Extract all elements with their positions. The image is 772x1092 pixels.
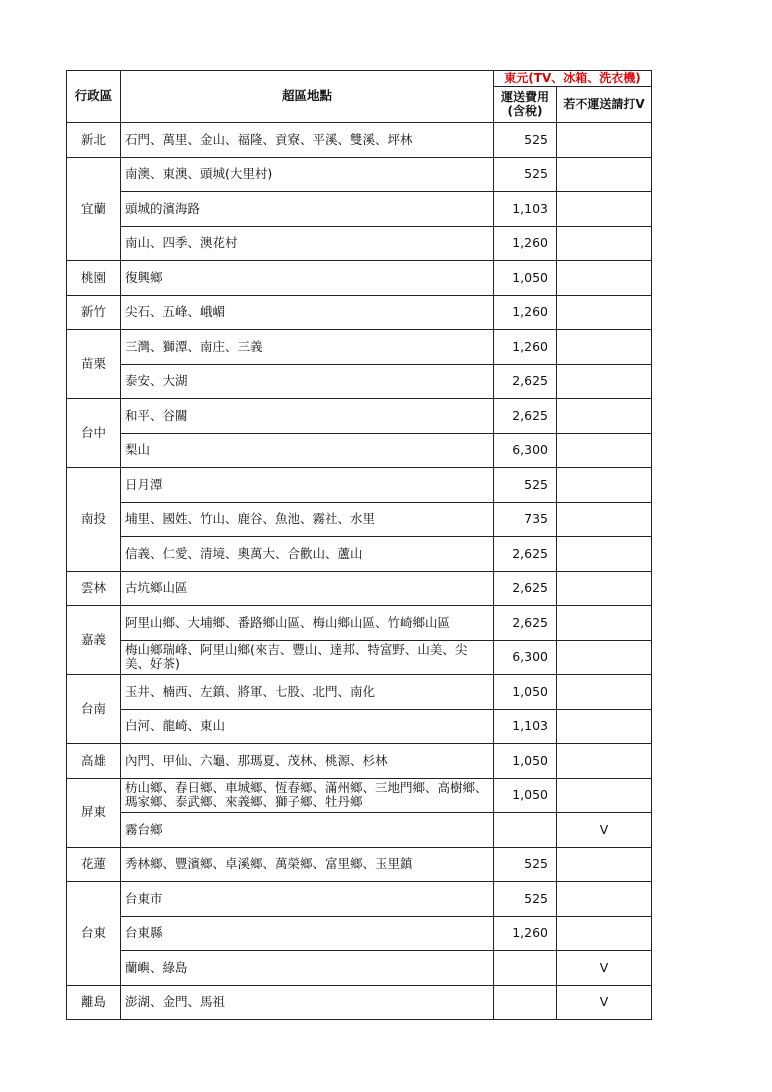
table-row bbox=[67, 778, 652, 813]
fee-cell: 1,260 bbox=[494, 295, 557, 330]
no-delivery-mark-cell bbox=[557, 468, 652, 503]
place-cell: 台東縣 bbox=[121, 916, 494, 951]
fee-cell: 2,625 bbox=[494, 606, 557, 641]
fee-cell: 1,050 bbox=[494, 744, 557, 779]
no-delivery-mark-cell bbox=[557, 882, 652, 917]
region-cell: 桃園 bbox=[67, 261, 121, 296]
place-cell: 頭城的濱海路 bbox=[121, 192, 494, 227]
place-cell: 枋山鄉、春日鄉、車城鄉、恆春鄉、滿州鄉、三地門鄉、高樹鄉、瑪家鄉、泰武鄉、來義鄉、獅子鄉、牡丹鄉 bbox=[121, 778, 494, 813]
region-column-header: 行政區 bbox=[67, 71, 121, 123]
table-row bbox=[67, 192, 652, 227]
fee-cell bbox=[494, 985, 557, 1020]
no-delivery-mark-cell bbox=[557, 364, 652, 399]
table-row bbox=[67, 399, 652, 434]
region-cell: 高雄 bbox=[67, 744, 121, 779]
table-row bbox=[67, 157, 652, 192]
region-cell: 南投 bbox=[67, 468, 121, 572]
fee-cell: 1,260 bbox=[494, 226, 557, 261]
no-delivery-mark-cell bbox=[557, 192, 652, 227]
fee-cell: 2,625 bbox=[494, 364, 557, 399]
no-delivery-mark-cell bbox=[557, 433, 652, 468]
fee-cell: 1,050 bbox=[494, 675, 557, 710]
table-row bbox=[67, 123, 652, 158]
table-row bbox=[67, 502, 652, 537]
no-delivery-mark-cell bbox=[557, 571, 652, 606]
fee-cell: 1,050 bbox=[494, 261, 557, 296]
fee-cell: 1,260 bbox=[494, 916, 557, 951]
table-row bbox=[67, 571, 652, 606]
table-row bbox=[67, 847, 652, 882]
fee-cell: 525 bbox=[494, 882, 557, 917]
table-row bbox=[67, 951, 652, 986]
table-row bbox=[67, 433, 652, 468]
place-cell: 泰安、大湖 bbox=[121, 364, 494, 399]
fee-cell: 525 bbox=[494, 123, 557, 158]
region-cell: 屏東 bbox=[67, 778, 121, 847]
no-delivery-column-header: 若不運送請打V bbox=[557, 87, 652, 123]
table-row bbox=[67, 537, 652, 572]
no-delivery-mark-cell bbox=[557, 709, 652, 744]
no-delivery-mark-cell bbox=[557, 399, 652, 434]
place-cell: 梨山 bbox=[121, 433, 494, 468]
no-delivery-mark-cell bbox=[557, 330, 652, 365]
no-delivery-mark-cell bbox=[557, 123, 652, 158]
fee-cell: 2,625 bbox=[494, 399, 557, 434]
no-delivery-mark-cell: V bbox=[557, 985, 652, 1020]
table-row bbox=[67, 330, 652, 365]
table-row bbox=[67, 606, 652, 641]
table-row bbox=[67, 468, 652, 503]
table-row bbox=[67, 916, 652, 951]
table-row bbox=[67, 882, 652, 917]
place-cell: 南澳、東澳、頭城(大里村) bbox=[121, 157, 494, 192]
brand-header: 東元(TV、冰箱、洗衣機) bbox=[494, 71, 652, 87]
region-cell: 雲林 bbox=[67, 571, 121, 606]
place-cell: 澎湖、金門、馬祖 bbox=[121, 985, 494, 1020]
place-cell: 玉井、楠西、左鎮、將軍、七股、北門、南化 bbox=[121, 675, 494, 710]
region-cell: 台中 bbox=[67, 399, 121, 468]
no-delivery-mark-cell bbox=[557, 640, 652, 675]
fee-header-line2: (含稅) bbox=[507, 103, 543, 118]
region-cell: 台南 bbox=[67, 675, 121, 744]
place-cell: 阿里山鄉、大埔鄉、番路鄉山區、梅山鄉山區、竹崎鄉山區 bbox=[121, 606, 494, 641]
place-cell: 南山、四季、澳花村 bbox=[121, 226, 494, 261]
no-delivery-mark-cell bbox=[557, 744, 652, 779]
table-row bbox=[67, 261, 652, 296]
place-cell: 日月潭 bbox=[121, 468, 494, 503]
fee-cell: 735 bbox=[494, 502, 557, 537]
table-row bbox=[67, 709, 652, 744]
fee-cell: 525 bbox=[494, 157, 557, 192]
no-delivery-mark-cell bbox=[557, 916, 652, 951]
table-row bbox=[67, 744, 652, 779]
region-cell: 新竹 bbox=[67, 295, 121, 330]
no-delivery-mark-cell bbox=[557, 261, 652, 296]
region-cell: 花蓮 bbox=[67, 847, 121, 882]
place-cell: 秀林鄉、豐濱鄉、卓溪鄉、萬榮鄉、富里鄉、玉里鎮 bbox=[121, 847, 494, 882]
fee-cell: 2,625 bbox=[494, 571, 557, 606]
no-delivery-mark-cell bbox=[557, 606, 652, 641]
fee-cell: 1,103 bbox=[494, 192, 557, 227]
place-cell: 白河、龍崎、東山 bbox=[121, 709, 494, 744]
table-row bbox=[67, 295, 652, 330]
region-cell: 台東 bbox=[67, 882, 121, 986]
place-cell: 信義、仁愛、清境、奧萬大、合歡山、蘆山 bbox=[121, 537, 494, 572]
no-delivery-mark-cell bbox=[557, 675, 652, 710]
region-cell: 嘉義 bbox=[67, 606, 121, 675]
fee-cell: 6,300 bbox=[494, 640, 557, 675]
place-cell: 梅山鄉瑞峰、阿里山鄉(來吉、豐山、達邦、特富野、山美、尖美、好茶) bbox=[121, 640, 494, 675]
fee-cell: 1,260 bbox=[494, 330, 557, 365]
no-delivery-mark-cell bbox=[557, 226, 652, 261]
fee-cell: 2,625 bbox=[494, 537, 557, 572]
fee-header-line1: 運送費用 bbox=[500, 89, 549, 104]
fee-cell: 1,103 bbox=[494, 709, 557, 744]
no-delivery-mark-cell bbox=[557, 778, 652, 813]
place-cell: 台東市 bbox=[121, 882, 494, 917]
table-row bbox=[67, 640, 652, 675]
region-cell: 苗栗 bbox=[67, 330, 121, 399]
place-cell: 尖石、五峰、峨嵋 bbox=[121, 295, 494, 330]
no-delivery-mark-cell bbox=[557, 537, 652, 572]
no-delivery-mark-cell bbox=[557, 847, 652, 882]
no-delivery-mark-cell: V bbox=[557, 951, 652, 986]
table-row bbox=[67, 985, 652, 1020]
fee-cell: 525 bbox=[494, 847, 557, 882]
region-cell: 離島 bbox=[67, 985, 121, 1020]
region-cell: 宜蘭 bbox=[67, 157, 121, 261]
place-cell: 石門、萬里、金山、福隆、貢寮、平溪、雙溪、坪林 bbox=[121, 123, 494, 158]
place-cell: 和平、谷關 bbox=[121, 399, 494, 434]
place-cell: 三灣、獅潭、南庄、三義 bbox=[121, 330, 494, 365]
fee-cell bbox=[494, 813, 557, 848]
table-row bbox=[67, 813, 652, 848]
no-delivery-mark-cell bbox=[557, 157, 652, 192]
place-cell: 復興鄉 bbox=[121, 261, 494, 296]
fee-cell: 1,050 bbox=[494, 778, 557, 813]
place-cell: 內門、甲仙、六龜、那瑪夏、茂林、桃源、杉林 bbox=[121, 744, 494, 779]
region-cell: 新北 bbox=[67, 123, 121, 158]
table-row bbox=[67, 364, 652, 399]
remote-area-fee-table bbox=[66, 70, 652, 1020]
no-delivery-mark-cell: V bbox=[557, 813, 652, 848]
table-row bbox=[67, 675, 652, 710]
table-row bbox=[67, 226, 652, 261]
place-column-header: 超區地點 bbox=[121, 71, 494, 123]
table-body bbox=[67, 123, 652, 1020]
place-cell: 蘭嶼、綠島 bbox=[121, 951, 494, 986]
no-delivery-mark-cell bbox=[557, 295, 652, 330]
place-cell: 古坑鄉山區 bbox=[121, 571, 494, 606]
fee-cell: 525 bbox=[494, 468, 557, 503]
fee-cell bbox=[494, 951, 557, 986]
place-cell: 埔里、國姓、竹山、鹿谷、魚池、霧社、水里 bbox=[121, 502, 494, 537]
fee-column-header bbox=[494, 87, 557, 123]
fee-cell: 6,300 bbox=[494, 433, 557, 468]
place-cell: 霧台鄉 bbox=[121, 813, 494, 848]
no-delivery-mark-cell bbox=[557, 502, 652, 537]
